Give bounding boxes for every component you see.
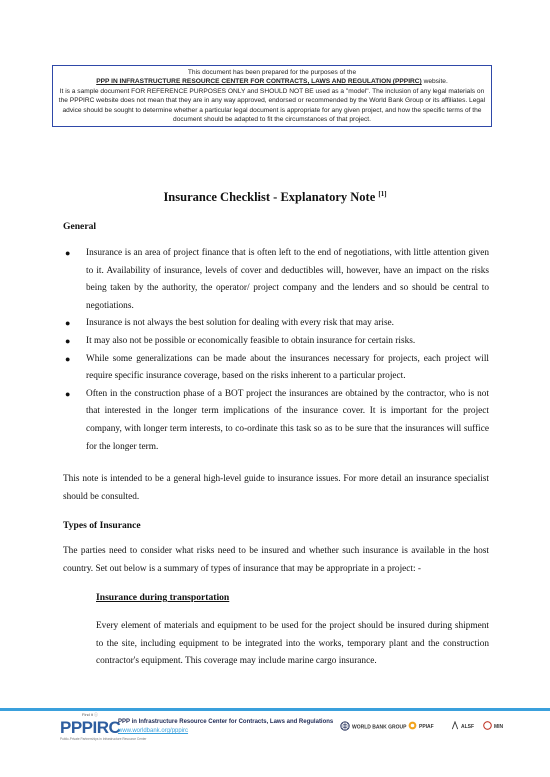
alsf-emblem-icon — [451, 721, 459, 732]
disclaimer-line-2 — [56, 77, 488, 86]
globe-icon — [340, 721, 350, 733]
footer-divider — [0, 708, 550, 711]
ppiaf-emblem-icon — [408, 721, 417, 732]
world-bank-group-logo — [340, 721, 406, 733]
bullet-item — [63, 386, 489, 456]
types-heading: Types of Insurance — [63, 520, 141, 531]
general-bullet-list — [63, 245, 489, 456]
disclaimer-line-1: This document has been prepared for the purposes of the — [187, 69, 357, 76]
bullet-item — [63, 333, 489, 351]
types-paragraph: The parties need to consider what risks need to be insured and whether such insurance is available in the host country. Set out below is a summary of types of insurance that may be appropriate in a project: - — [63, 546, 489, 574]
bullet-icon: ● — [65, 388, 71, 399]
bullet-icon: ● — [65, 248, 71, 258]
bullet-text: Insurance is an area of project finance that is often left to the end of negotiations, with little attention given to it. Availability of insurance, levels of cover and deductibles will, however, have an impact on the risks being taken by the authority, the operator/ project company and the lenders and so should be central to negotiations. — [86, 248, 489, 311]
intro-paragraph: This note is intended to be a general high-level guide to insurance issues. For more detail an insurance specialist should be consulted. — [63, 474, 489, 502]
disclaimer-box — [52, 65, 492, 127]
disclaimer-line-2-rest: website. — [421, 78, 448, 86]
bullet-item — [63, 245, 489, 315]
bullet-item — [63, 351, 489, 386]
logo-wordmark: PPPIRC — [60, 718, 121, 737]
logo-subtitle: Public-Private Partnerships in Infrastructure Resource Center — [60, 737, 147, 741]
bullet-icon: ● — [65, 335, 71, 346]
world-bank-group-label: WORLD BANK GROUP — [352, 724, 407, 731]
bullet-text: While some generalizations can be made about the insurances necessary for projects, each project will require specific insurance coverage, based on the risks inherent to a particular project. — [86, 353, 489, 382]
min-logo — [483, 721, 503, 732]
min-label: MIN — [494, 723, 504, 730]
ppiaf-logo — [408, 721, 434, 732]
title-footnote-link[interactable]: [1] — [378, 190, 387, 198]
logo-tagline: Find it ⓘ — [82, 712, 99, 717]
bullet-text: It may also not be possible or economically feasible to obtain insurance for certain risks. — [86, 335, 416, 346]
footer-center-name: PPP in Infrastructure Resource Center for Contracts, Laws and Regulations — [118, 719, 334, 725]
title-text: Insurance Checklist - Explanatory Note — [163, 190, 379, 204]
bullet-icon: ● — [65, 353, 71, 364]
bullet-text: Often in the construction phase of a BOT project the insurances are obtained by the contractor, who is not that interested in the longer term implications of the insurance cover. It is important for the project company, with longer term interests, to co-ordinate this task so as to be sure that the insurances will suffice for the longer term. — [86, 388, 489, 452]
pppirc-site-link[interactable]: PPP IN INFRASTRUCTURE RESOURCE CENTER FOR CONTRACTS, LAWS AND REGULATION (PPPIRC) — [96, 78, 422, 86]
transport-paragraph: Every element of materials and equipment to be used for the project should be insured during shipment to the site, including equipment to be integrated into the works, temporary plant and the construction contractor's equipment. This coverage may include marine cargo insurance. — [96, 621, 489, 667]
page-title — [0, 190, 550, 205]
bullet-text: Insurance is not always the best solution for dealing with every risk that may arise. — [86, 318, 395, 329]
disclaimer-body: It is a sample document FOR REFERENCE PURPOSES ONLY and SHOULD NOT BE used as a "model". The inclusion of any legal materials on the PPPIRC website does not mean that they are in any way approved, endorsed or recommended by the World Bank Group or its affiliates. Legal advice should be sought to determine whether a particular legal document is appropriate for any given project, and how the specific terms of the document should be adapted to fit the circumstances of that project. — [58, 87, 486, 124]
footer-website-link[interactable]: www.worldbank.org/pppirc — [118, 728, 189, 734]
bullet-icon: ● — [65, 318, 71, 329]
transport-heading: Insurance during transportation — [96, 592, 230, 603]
page-footer — [0, 712, 550, 742]
alsf-label: ALSF — [461, 723, 475, 730]
min-emblem-icon — [483, 721, 492, 732]
ppiaf-label: PPIAF — [419, 723, 434, 730]
bullet-item — [63, 315, 489, 333]
general-heading: General — [63, 221, 97, 232]
pppirc-logo — [60, 712, 147, 741]
alsf-logo — [451, 721, 474, 732]
